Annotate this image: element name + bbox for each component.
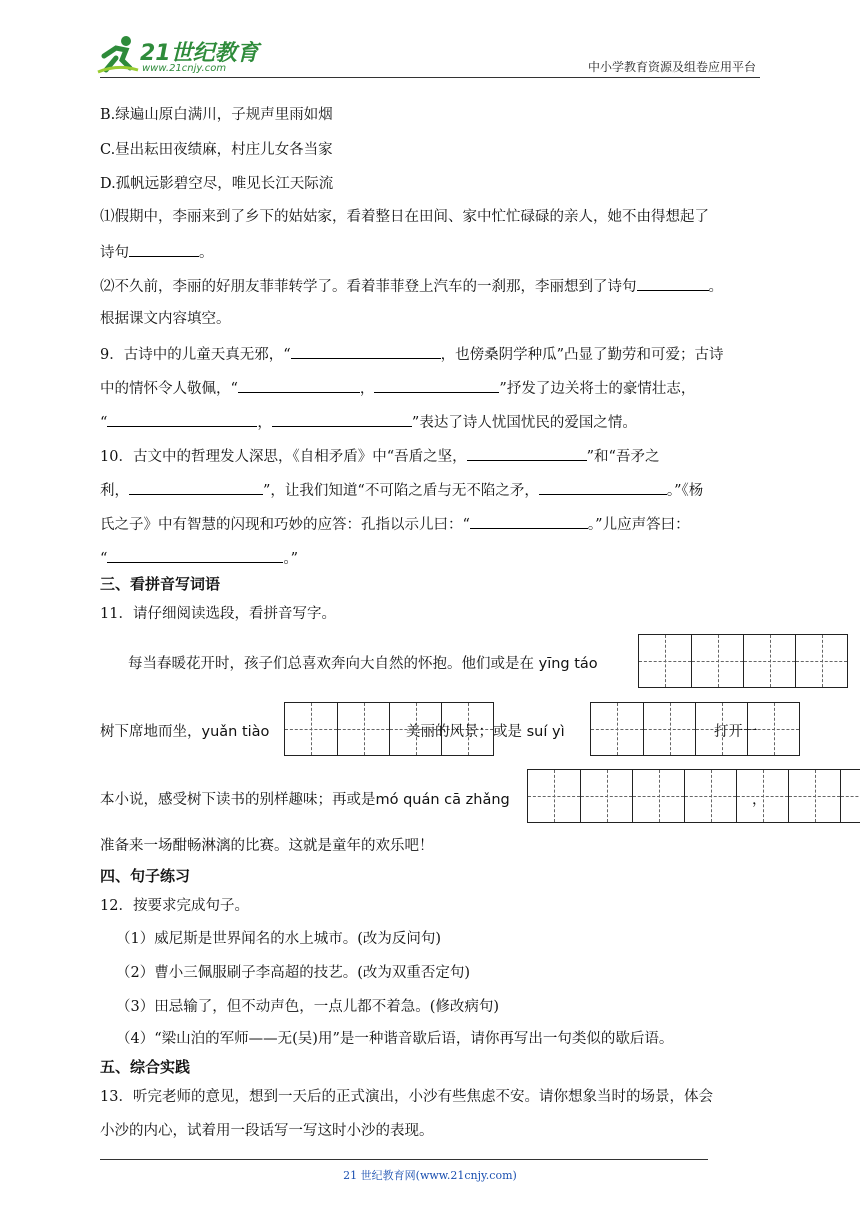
q9-text: ，也傍桑阴学种瓜”凸显了勤劳和可爱；古诗 [440, 347, 724, 363]
header-rule [100, 77, 760, 78]
answer-blank[interactable] [272, 411, 412, 427]
answer-blank[interactable] [129, 479, 263, 495]
q9-text: ， [257, 415, 272, 431]
q10-text: “ [100, 551, 108, 567]
option-c: C.昼出耘田夜绩麻，村庄儿女各当家 [100, 142, 333, 158]
q11-line3 [100, 788, 510, 809]
q8-text: 。 [199, 245, 214, 261]
section-title: 四、句子练习 [100, 867, 191, 885]
pinyin-label: mó quán cā zhǎng [375, 792, 510, 808]
q8-text: ⑵不久前，李丽的好朋友菲菲转学了。看着菲菲登上汽车的一刹那，李丽想到了诗句 [100, 279, 637, 295]
q12-item: （3）田忌输了，但不动声色，一点儿都不着急。(修改病句) [116, 999, 500, 1015]
writing-grid[interactable] [590, 702, 800, 756]
q12-item: （2）曹小三佩服刷子李高超的技艺。(改为双重否定句) [116, 965, 471, 981]
header-logo [96, 34, 266, 78]
answer-blank[interactable] [539, 479, 667, 495]
q9-text: “ [100, 415, 108, 431]
header-title: 中小学教育资源及组卷应用平台 [587, 60, 756, 74]
q8-note: 根据课文内容填空。 [100, 311, 231, 327]
q12-prompt: 12．按要求完成句子。 [100, 898, 249, 914]
q9-line2 [100, 377, 695, 399]
section-title: 三、看拼音写词语 [100, 575, 221, 593]
answer-blank[interactable] [238, 377, 360, 393]
q12-item: （1）威尼斯是世界闻名的水上城市。(改为反问句) [116, 931, 442, 947]
q11-text: 本小说，感受树下读书的别样趣味；再或是 [100, 792, 376, 808]
q11-text: 美丽的风景；或是 [406, 724, 522, 740]
q9-line3 [100, 411, 637, 433]
q13-line2: 小沙的内心，试着用一段话写一写这时小沙的表现。 [100, 1123, 434, 1139]
q9-text: 9．古诗中的儿童天真无邪，“ [100, 347, 291, 363]
footer-text: 21 世纪教育网(www.21cnjy.com) [343, 1169, 517, 1182]
answer-blank[interactable] [467, 445, 587, 461]
q10-line4 [100, 547, 298, 569]
runner-logo-icon [96, 34, 140, 76]
answer-blank[interactable] [107, 411, 257, 427]
writing-grid[interactable] [527, 769, 860, 823]
answer-blank[interactable] [374, 377, 499, 393]
q8-text: 。 [708, 279, 723, 295]
q12-item: （4）“梁山泊的军师——无(吴)用”是一种谐音歇后语，请你再写出一句类似的歇后语。 [116, 1031, 674, 1047]
pinyin-label: suí yì [526, 724, 565, 740]
q10-text: ”和“吾矛之 [586, 449, 660, 465]
q11-text: 树下席地而坐， [100, 724, 202, 740]
pinyin-label: yīng táo [538, 656, 598, 672]
writing-grid[interactable] [638, 634, 848, 688]
q10-text: 。”儿应声答曰： [587, 517, 690, 533]
q10-text: 利， [100, 483, 129, 499]
q8-part1-line1: ⑴假期中，李丽来到了乡下的姑姑家，看着整日在田间、家中忙忙碌碌的亲人，她不由得想起了 [100, 209, 709, 225]
q9-text: 中的情怀令人敬佩，“ [100, 381, 238, 397]
q11-line1 [128, 652, 598, 673]
q11-line4: 准备来一场酣畅淋漓的比赛。这就是童年的欢乐吧！ [100, 838, 434, 854]
section-title: 五、综合实践 [100, 1058, 191, 1076]
answer-blank[interactable] [129, 241, 199, 257]
q9-text: ， [359, 381, 375, 397]
q8-part1-line2 [100, 241, 214, 263]
q10-text: ”，让我们知道“不可陷之盾与无不陷之矛， [263, 483, 539, 499]
q10-text: 氏之子》中有智慧的闪现和巧妙的应答：孔指以示儿曰：“ [100, 517, 470, 533]
pinyin-label: yuǎn tiào [201, 724, 270, 740]
logo-text: 21世纪教育 [140, 41, 259, 66]
option-b: B.绿遍山原白满川，子规声里雨如烟 [100, 107, 333, 123]
q10-text: 。”《杨 [666, 483, 704, 499]
q9-text: ”表达了诗人忧国忧民的爱国之情。 [411, 415, 637, 431]
answer-blank[interactable] [637, 275, 709, 291]
q8-text: 诗句 [100, 245, 129, 261]
q11-prompt: 11．请仔细阅读选段，看拼音写字。 [100, 606, 336, 622]
option-d: D.孤帆远影碧空尽，唯见长江天际流 [100, 176, 334, 192]
q11-comma: ， [752, 792, 767, 808]
q11-text: 每当春暖花开时，孩子们总喜欢奔向大自然的怀抱。他们或是在 [128, 656, 534, 672]
q10-text: 10．古文中的哲理发人深思，《自相矛盾》中“吾盾之坚， [100, 449, 467, 465]
q11-line2b [406, 720, 565, 741]
q9-text: ”抒发了边关将士的豪情壮志， [499, 381, 696, 397]
q13-line1: 13．听完老师的意见，想到一天后的正式演出，小沙有些焦虑不安。请你想象当时的场景，体会 [100, 1089, 713, 1105]
answer-blank[interactable] [107, 547, 283, 563]
q10-line1 [100, 445, 659, 467]
answer-blank[interactable] [470, 513, 588, 529]
q10-line3 [100, 513, 690, 535]
q9-line1 [100, 343, 724, 365]
q11-line2a [100, 720, 269, 741]
answer-blank[interactable] [291, 343, 441, 359]
logo-url: www.21cnjy.com [142, 63, 227, 74]
q8-part2 [100, 275, 723, 297]
footer-rule [100, 1159, 708, 1160]
q10-line2 [100, 479, 703, 501]
q10-text: 。” [283, 551, 299, 567]
q11-line2c: 打开一 [714, 724, 758, 740]
